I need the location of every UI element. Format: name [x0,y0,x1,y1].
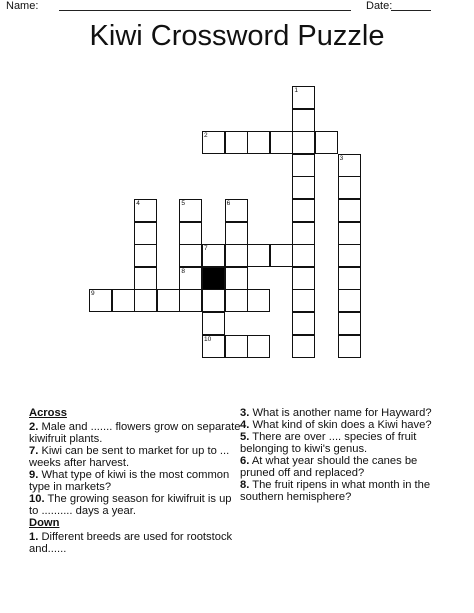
grid-cell[interactable] [292,267,315,290]
grid-cell[interactable] [292,312,315,335]
grid-cell[interactable] [202,244,225,267]
clue-number: 9 [91,290,95,298]
clue-across-10: 10. The growing season for kiwifruit is up to .......... days a year. [29,493,232,517]
grid-cell[interactable] [225,131,248,154]
grid-cell[interactable] [225,267,248,290]
grid-cell[interactable] [292,335,315,358]
clue-down-6: 6. At what year should the canes be pruned off and replaced? [240,455,418,479]
clue-across-2: 2. Male and ....... flowers grow on separate kiwifruit plants. [29,421,241,445]
grid-cell[interactable] [247,131,270,154]
grid-cell[interactable] [247,244,270,267]
grid-cell[interactable] [247,335,270,358]
grid-cell[interactable] [247,289,270,312]
across-heading: Across [29,407,67,419]
grid-cell[interactable] [179,199,202,222]
grid-cell[interactable] [338,312,361,335]
grid-cell[interactable] [338,267,361,290]
grid-cell[interactable] [292,154,315,177]
black-cell [202,267,225,290]
grid-cell[interactable] [179,244,202,267]
grid-cell[interactable] [292,176,315,199]
date-label: Date: [366,0,393,12]
clue-down-5: 5. There are over .... species of fruit belonging to kiwi's genus. [240,431,417,455]
grid-cell[interactable] [202,289,225,312]
grid-cell[interactable] [292,244,315,267]
page-title: Kiwi Crossword Puzzle [89,20,385,52]
grid-cell[interactable] [292,86,315,109]
clue-number: 7 [204,245,208,253]
grid-cell[interactable] [134,267,157,290]
clue-number: 4 [136,200,140,207]
clue-across-9: 9. What type of kiwi is the most common type in markets? [29,469,230,493]
grid-cell[interactable] [338,244,361,267]
grid-cell[interactable] [134,222,157,245]
grid-cell[interactable] [179,289,202,312]
grid-cell[interactable] [338,222,361,245]
grid-cell[interactable] [179,267,202,290]
clues-left-column [29,407,241,555]
grid-cell[interactable] [202,335,225,358]
name-label: Name: [6,0,39,12]
grid-cell[interactable] [270,131,293,154]
clue-number: 10 [204,335,212,343]
grid-cell[interactable] [292,109,315,132]
grid-cell[interactable] [134,289,157,312]
clue-number: 8 [181,267,186,275]
grid-cell[interactable] [292,131,315,154]
clue-number: 6 [226,200,231,207]
clue-down-4: 4. What kind of skin does a Kiwi have? [240,419,432,431]
grid-cell[interactable] [292,199,315,222]
grid-cell[interactable] [134,244,157,267]
grid-cell[interactable] [338,176,361,199]
clue-number: 5 [181,200,186,207]
grid-cell[interactable] [292,222,315,245]
clue-down-1: 1. Different breeds are used for rootstock and...... [29,531,233,555]
clue-number: 2 [204,132,208,140]
grid-cell[interactable] [179,222,202,245]
grid-cell[interactable] [225,244,248,267]
clue-down-8: 8. The fruit ripens in what month in the southern hemisphere? [240,479,431,503]
grid-cell[interactable] [338,154,361,177]
grid-cell[interactable] [225,335,248,358]
grid-cell[interactable] [112,289,135,312]
grid-cell[interactable] [338,199,361,222]
clues-right-column [240,407,440,503]
clue-across-7: 7. Kiwi can be sent to market for up to ... weeks after harvest. [29,445,230,469]
grid-cell[interactable] [315,131,338,154]
grid-cell[interactable] [338,289,361,312]
grid-cell[interactable] [202,312,225,335]
grid-cell[interactable] [157,289,180,312]
grid-cell[interactable] [292,289,315,312]
grid-cell[interactable] [89,289,112,312]
grid-cell[interactable] [134,199,157,222]
grid-cell[interactable] [202,131,225,154]
down-heading: Down [29,517,60,529]
grid-cell[interactable] [225,199,248,222]
grid-cell[interactable] [270,244,293,267]
grid-cell[interactable] [225,222,248,245]
grid-cell[interactable] [225,289,248,312]
clue-down-3: 3. What is another name for Hayward? [240,407,432,419]
clue-number: 1 [294,87,299,94]
clue-number: 3 [339,154,344,162]
grid-cell[interactable] [338,335,361,358]
